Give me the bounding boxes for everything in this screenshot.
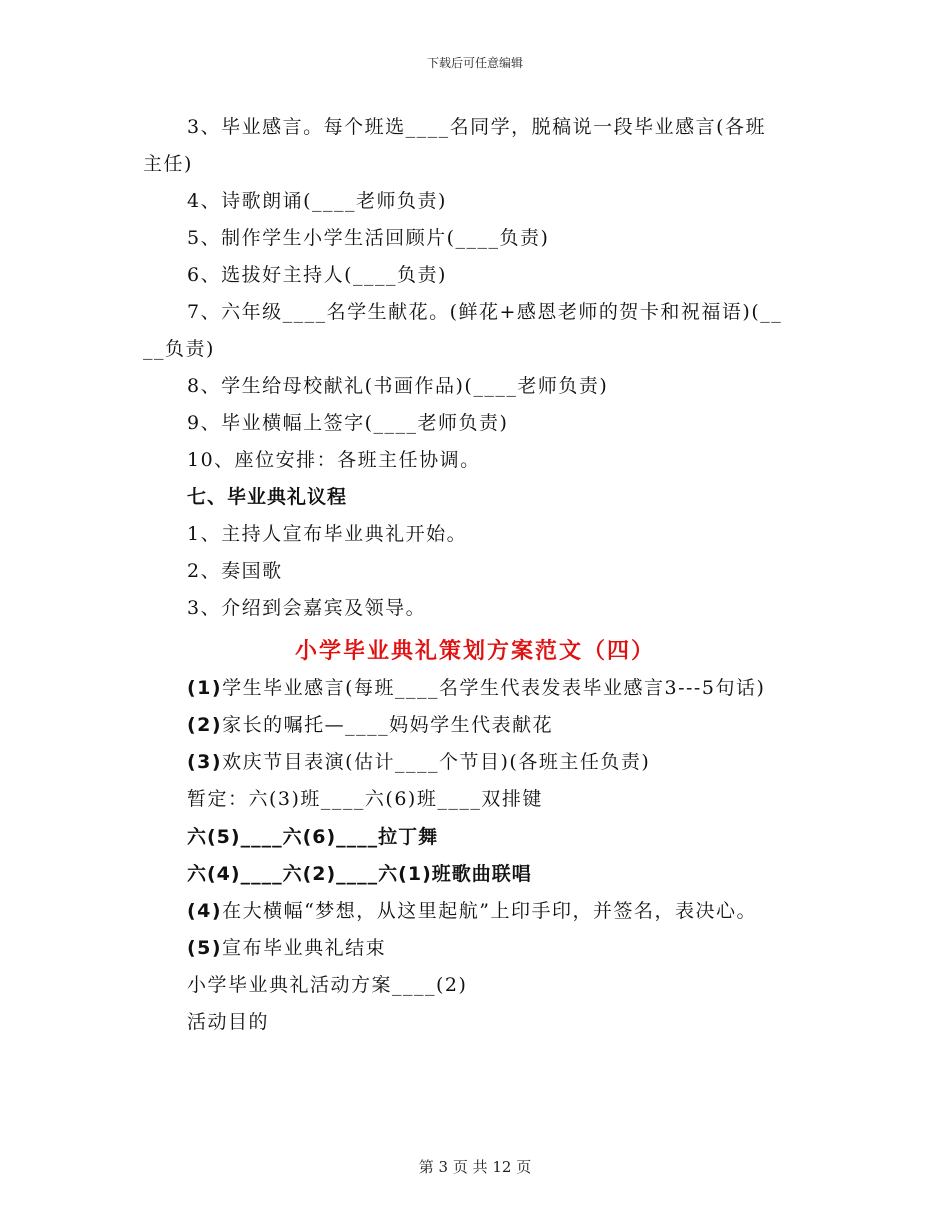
paragraph-line: 六(5)____六(6)____拉丁舞	[187, 826, 439, 848]
item-text: 家长的嘱托—____妈妈学生代表献花	[222, 714, 554, 736]
paragraph-line: 1、主持人宣布毕业典礼开始。	[187, 523, 468, 545]
agenda-item	[187, 936, 386, 960]
item-text: 在大横幅“梦想，从这里起航”上印手印，并签名，表决心。	[222, 900, 758, 922]
paragraph-line: 10、座位安排：各班主任协调。	[187, 449, 481, 471]
paragraph-line: 4、诗歌朗诵(____老师负责)	[187, 190, 447, 212]
item-number: (5)	[187, 937, 223, 959]
paragraph-line: 活动目的	[187, 1011, 270, 1033]
agenda-item	[187, 899, 757, 923]
paragraph-line: 暂定：六(3)班____六(6)班____双排键	[187, 788, 543, 810]
paragraph-line: 6、选拔好主持人(____负责)	[187, 264, 447, 286]
section-title: 小学毕业典礼策划方案范文（四）	[294, 639, 655, 664]
item-number: (3)	[187, 751, 223, 773]
header-note: 下载后可任意编辑	[426, 56, 523, 70]
paragraph-line: 2、奏国歌	[187, 560, 283, 582]
paragraph-line: 8、学生给母校献礼(书画作品)(____老师负责)	[187, 375, 609, 397]
paragraph-line: __负责)	[143, 338, 215, 360]
paragraph-line: 7、六年级____名学生献花。(鲜花+感恩老师的贺卡和祝福语)(__	[187, 301, 783, 323]
agenda-item	[187, 750, 650, 774]
paragraph-line: 9、毕业横幅上签字(____老师负责)	[187, 412, 509, 434]
paragraph-line: 六(4)____六(2)____六(1)班歌曲联唱	[187, 863, 532, 885]
paragraph-line: 3、介绍到会嘉宾及领导。	[187, 597, 427, 619]
item-number: (4)	[187, 900, 223, 922]
page-number: 第 3 页 共 12 页	[418, 1158, 532, 1176]
paragraph-line: 5、制作学生小学生活回顾片(____负责)	[187, 227, 550, 249]
item-number: (1)	[187, 677, 223, 699]
item-text: 学生毕业感言(每班____名学生代表发表毕业感言3---5句话)	[222, 677, 766, 699]
paragraph-line: 主任)	[143, 153, 193, 175]
paragraph-line: 3、毕业感言。每个班选____名同学，脱稿说一段毕业感言(各班	[187, 116, 767, 138]
item-text: 宣布毕业典礼结束	[222, 937, 387, 959]
agenda-item	[187, 713, 553, 737]
agenda-item	[187, 676, 765, 700]
section-heading: 七、毕业典礼议程	[187, 486, 348, 508]
paragraph-line: 小学毕业典礼活动方案____(2)	[187, 974, 468, 996]
item-number: (2)	[187, 714, 223, 736]
item-text: 欢庆节目表演(估计____个节目)(各班主任负责)	[222, 751, 651, 773]
